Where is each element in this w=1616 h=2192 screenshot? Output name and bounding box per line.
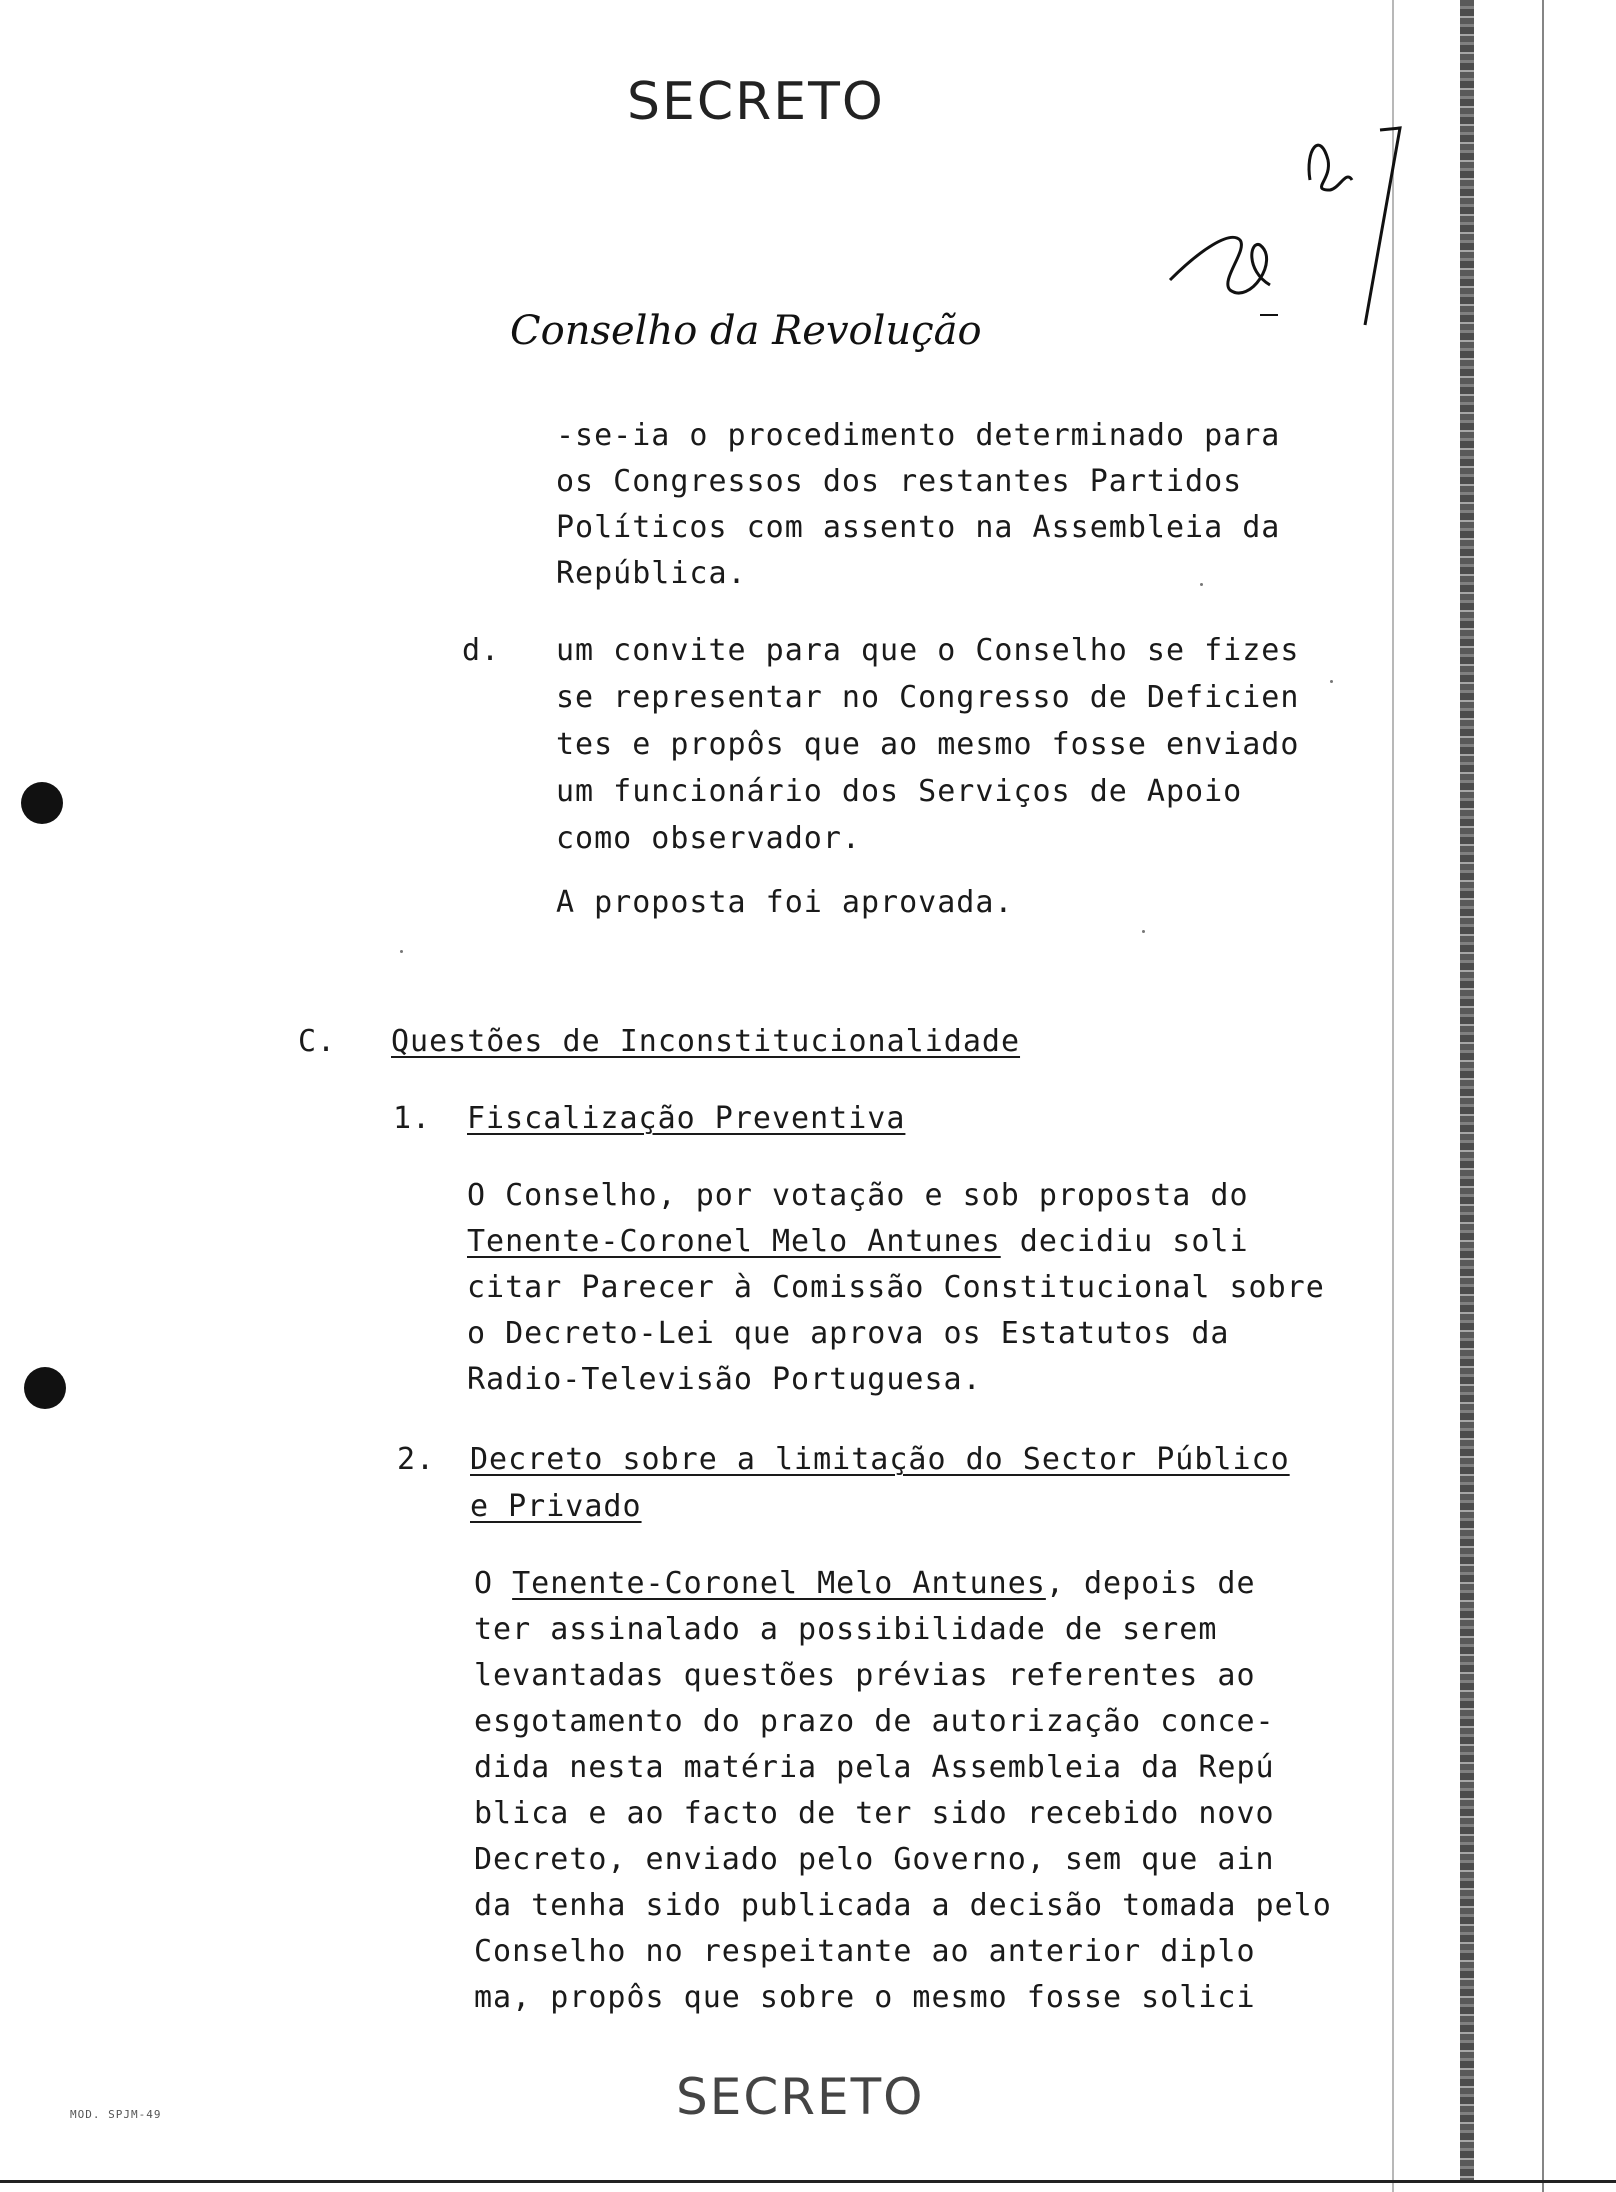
text-line: ma, propôs que sobre o mesmo fosse solici	[474, 1980, 1256, 2015]
text-line: um funcionário dos Serviços de Apoio	[556, 774, 1243, 809]
subsection-title: Decreto sobre a limitação do Sector Público	[470, 1442, 1290, 1477]
text-line: -se-ia o procedimento determinado para	[556, 418, 1281, 453]
classification-stamp-bottom: SECRETO	[676, 2068, 925, 2126]
classification-stamp-top: SECRETO	[627, 72, 885, 132]
text-line: República.	[556, 556, 747, 591]
list-marker-d: d.	[462, 633, 501, 668]
subsection-title: e Privado	[470, 1489, 642, 1524]
punch-hole-bottom	[24, 1367, 66, 1409]
text-line: como observador.	[556, 821, 861, 856]
text-line: Decreto, enviado pelo Governo, sem que ain	[474, 1842, 1275, 1877]
scan-speck	[1200, 583, 1203, 586]
text-line: A proposta foi aprovada.	[556, 885, 1014, 920]
text-line: levantadas questões prévias referentes ao	[474, 1658, 1256, 1693]
subsection-number: 2.	[397, 1442, 436, 1477]
text-line: ter assinalado a possibilidade de serem	[474, 1612, 1218, 1647]
letterhead: Conselho da Revolução	[510, 308, 982, 354]
scan-edge-shadow	[1460, 0, 1474, 2180]
text-line: esgotamento do prazo de autorização conce-	[474, 1704, 1275, 1739]
subsection-title: Fiscalização Preventiva	[467, 1101, 906, 1136]
handwritten-signature	[1160, 110, 1420, 340]
text-line: blica e ao facto de ter sido recebido novo	[474, 1796, 1275, 1831]
subsection-number: 1.	[393, 1101, 432, 1136]
section-marker-c: C.	[298, 1024, 337, 1059]
page-bottom-edge	[0, 2180, 1616, 2183]
section-title: Questões de Inconstitucionalidade	[391, 1024, 1021, 1059]
form-code: MOD. SPJM-49	[70, 2108, 162, 2121]
text-line: um convite para que o Conselho se fizes	[556, 633, 1300, 668]
text-line: Políticos com assento na Assembleia da	[556, 510, 1281, 545]
scan-speck	[400, 950, 403, 953]
text-line: O Conselho, por votação e sob proposta do	[467, 1178, 1249, 1213]
text-line: tes e propôs que ao mesmo fosse enviado	[556, 727, 1300, 762]
scan-speck	[1330, 680, 1333, 683]
text-line: se representar no Congresso de Deficien	[556, 680, 1300, 715]
scan-speck	[1142, 930, 1145, 933]
text-line: o Decreto-Lei que aprova os Estatutos da	[467, 1316, 1230, 1351]
text-line: Tenente-Coronel Melo Antunes decidiu soli	[467, 1224, 1249, 1259]
person-name: Tenente-Coronel Melo Antunes	[467, 1224, 1001, 1259]
scan-edge-line	[1542, 0, 1544, 2192]
text-line: os Congressos dos restantes Partidos	[556, 464, 1243, 499]
text-line: Conselho no respeitante ao anterior diplo	[474, 1934, 1256, 1969]
text-line: O Tenente-Coronel Melo Antunes, depois de	[474, 1566, 1256, 1601]
text-line: citar Parecer à Comissão Constitucional sobre	[467, 1270, 1325, 1305]
text-line: dida nesta matéria pela Assembleia da Repú	[474, 1750, 1275, 1785]
text-line: Radio-Televisão Portuguesa.	[467, 1362, 982, 1397]
person-name: Tenente-Coronel Melo Antunes	[512, 1566, 1046, 1601]
text-line: da tenha sido publicada a decisão tomada pelo	[474, 1888, 1332, 1923]
punch-hole-top	[21, 782, 63, 824]
